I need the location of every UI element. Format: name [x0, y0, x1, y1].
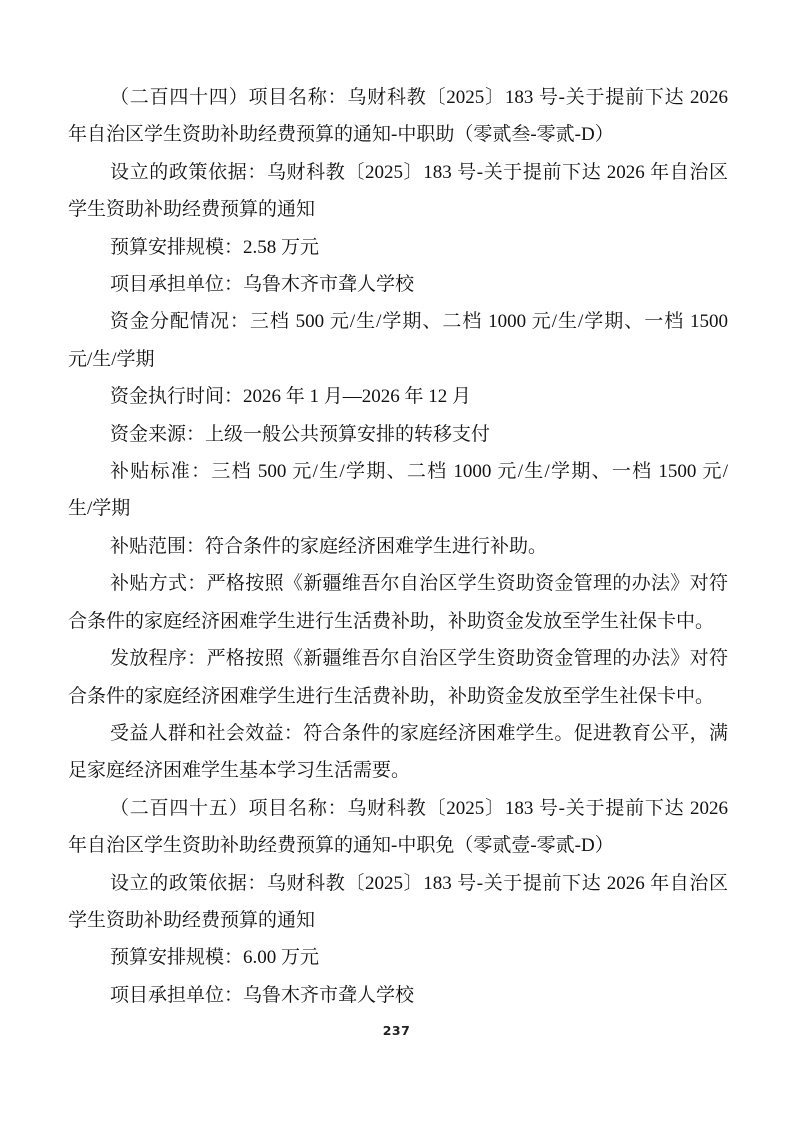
paragraph	[68, 79, 728, 154]
document-line: （二百四十四）项目名称：乌财科教〔2025〕183 号-关于提前下达 2026	[110, 87, 728, 108]
document-line: 受益人群和社会效益：符合条件的家庭经济困难学生。促进教育公平，满	[110, 722, 728, 744]
paragraph	[68, 715, 728, 790]
paragraph	[68, 416, 728, 453]
document-line: 项目承担单位：乌鲁木齐市聋人学校	[110, 274, 415, 296]
document-line: （二百四十五）项目名称：乌财科教〔2025〕183 号-关于提前下达 2026	[110, 797, 728, 819]
document-line: 资金来源：上级一般公共预算安排的转移支付	[110, 423, 491, 445]
paragraph	[68, 453, 728, 528]
document-line: 足家庭经济困难学生基本学习生活需要。	[68, 760, 411, 782]
document-line: 补贴标准：三档 500 元/生/学期、二档 1000 元/生/学期、一档 1500 元/	[110, 461, 728, 483]
paragraph	[68, 229, 728, 266]
document-line: 元/生/学期	[68, 348, 155, 370]
document-body	[68, 79, 728, 1014]
paragraph	[68, 565, 728, 640]
document-line: 补贴范围：符合条件的家庭经济困难学生进行补助。	[110, 535, 548, 557]
paragraph	[68, 939, 728, 976]
document-line: 学生资助补助经费预算的通知	[68, 909, 316, 931]
paragraph	[68, 303, 728, 378]
paragraph	[68, 865, 728, 940]
document-line: 项目承担单位：乌鲁木齐市聋人学校	[110, 984, 415, 1006]
document-line: 发放程序：严格按照《新疆维吾尔自治区学生资助资金管理的办法》对符	[110, 648, 728, 670]
page-number: 237	[382, 1023, 411, 1038]
document-line: 生/学期	[68, 498, 131, 520]
document-line: 预算安排规模：2.58 万元	[110, 236, 320, 258]
document-line: 资金分配情况：三档 500 元/生/学期、二档 1000 元/生/学期、一档 1500	[110, 311, 728, 333]
document-line: 资金执行时间：2026 年 1 月—2026 年 12 月	[110, 386, 472, 408]
document-line: 合条件的家庭经济困难学生进行生活费补助，补助资金发放至学生社保卡中。	[68, 685, 715, 707]
paragraph	[68, 378, 728, 415]
document-line: 设立的政策依据：乌财科教〔2025〕183 号-关于提前下达 2026 年自治区	[110, 872, 728, 894]
document-line: 学生资助补助经费预算的通知	[68, 199, 316, 221]
paragraph	[68, 528, 728, 565]
paragraph	[68, 790, 728, 865]
document-line: 补贴方式：严格按照《新疆维吾尔自治区学生资助资金管理的办法》对符	[110, 573, 728, 595]
document-line: 合条件的家庭经济困难学生进行生活费补助，补助资金发放至学生社保卡中。	[68, 610, 715, 632]
document-line: 设立的政策依据：乌财科教〔2025〕183 号-关于提前下达 2026 年自治区	[110, 161, 728, 183]
page-footer	[0, 1022, 793, 1040]
document-line: 年自治区学生资助补助经费预算的通知-中职助（零贰叁-零贰-D）	[68, 124, 614, 146]
paragraph	[68, 977, 728, 1014]
paragraph	[68, 640, 728, 715]
paragraph	[68, 266, 728, 303]
document-line: 预算安排规模：6.00 万元	[110, 947, 320, 969]
paragraph	[68, 154, 728, 229]
document-line: 年自治区学生资助补助经费预算的通知-中职免（零贰壹-零贰-D）	[68, 835, 614, 857]
